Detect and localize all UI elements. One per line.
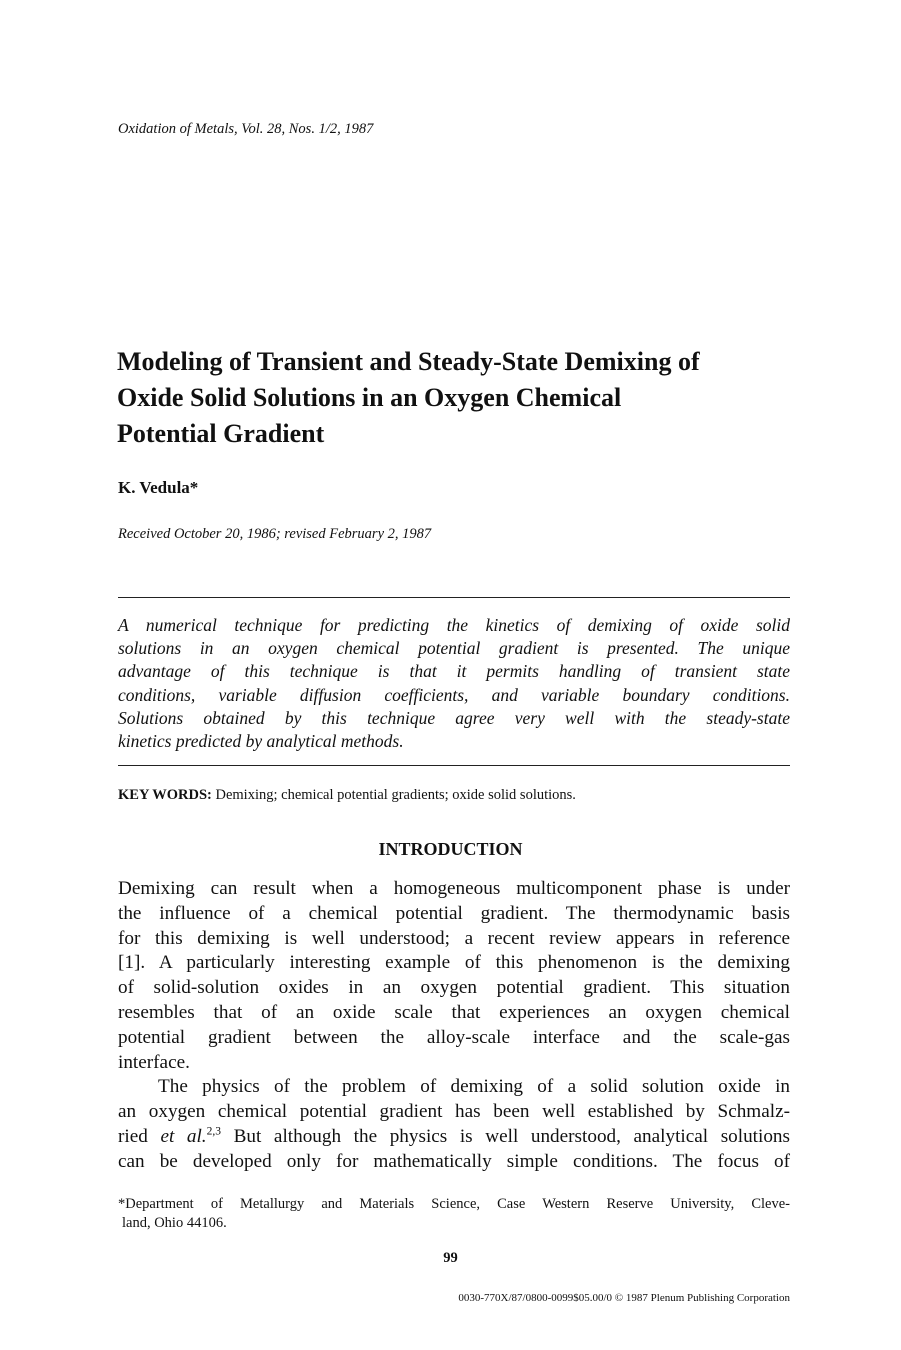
keywords-text: Demixing; chemical potential gradients; oxide solid solutions. xyxy=(215,787,576,803)
abstract-line: advantage of this technique is that it permits handling of transient state xyxy=(118,661,790,682)
abstract-top-rule xyxy=(118,597,790,598)
body-line: The physics of the problem of demixing of a solid solution oxide in xyxy=(158,1076,790,1098)
copyright-line: 0030-770X/87/0800-0099$05.00/0 © 1987 Plenum Publishing Corporation xyxy=(458,1292,790,1304)
abstract-line: kinetics predicted by analytical methods. xyxy=(118,731,404,752)
footnote xyxy=(118,1195,790,1233)
body-line: an oxygen chemical potential gradient has been well established by Schmalz- xyxy=(118,1101,790,1123)
abstract-line: solutions in an oxygen chemical potential gradient is presented. The unique xyxy=(118,638,790,659)
section-heading: INTRODUCTION xyxy=(378,839,523,859)
body-text xyxy=(118,877,790,1175)
body-line: Demixing can result when a homogeneous multicomponent phase is under xyxy=(118,878,790,899)
author-name: K. Vedula* xyxy=(118,478,199,497)
paper-title xyxy=(117,344,817,452)
keywords-label: KEY WORDS: xyxy=(118,787,212,803)
body-line-part: But although the physics is well understood, analytical solutions xyxy=(221,1125,790,1147)
body-line: of solid-solution oxides in an oxygen potential gradient. This situation xyxy=(118,977,790,999)
abstract-line: conditions, variable diffusion coefficients, and variable boundary conditions. xyxy=(118,684,790,705)
page-number: 99 xyxy=(443,1250,458,1266)
title-line: Potential Gradient xyxy=(117,419,325,448)
body-line: can be developed only for mathematically simple conditions. The focus of xyxy=(118,1150,790,1172)
body-line: potential gradient between the alloy-scale interface and the scale-gas xyxy=(118,1026,790,1048)
body-line: resembles that of an oxide scale that experiences an oxygen chemical xyxy=(118,1001,790,1023)
body-line: interface. xyxy=(118,1051,190,1073)
citation-superscript: 2,3 xyxy=(206,1125,222,1138)
body-line: the influence of a chemical potential gradient. The thermodynamic basis xyxy=(118,902,790,924)
et-al-italic: et al. xyxy=(160,1125,207,1147)
footnote-line: *Department of Metallurgy and Materials Science, Case Western Reserve University, Cleve- xyxy=(118,1196,790,1212)
footnote-line: land, Ohio 44106. xyxy=(122,1215,227,1231)
title-line: Oxide Solid Solutions in an Oxygen Chemical xyxy=(117,383,622,412)
abstract-line: Solutions obtained by this technique agree very well with the steady-state xyxy=(118,707,790,728)
body-line-part: ried xyxy=(118,1125,161,1147)
received-dates: Received October 20, 1986; revised February 2, 1987 xyxy=(118,526,432,542)
title-line: Modeling of Transient and Steady-State Demixing of xyxy=(117,347,700,376)
body-line: [1]. A particularly interesting example of this phenomenon is the demixing xyxy=(118,952,790,974)
abstract-line: A numerical technique for predicting the kinetics of demixing of oxide solid xyxy=(118,615,790,635)
abstract-bottom-rule xyxy=(118,765,790,766)
abstract xyxy=(118,614,790,753)
body-line xyxy=(118,1125,790,1150)
keywords xyxy=(118,787,576,804)
journal-citation: Oxidation of Metals, Vol. 28, Nos. 1/2, 1987 xyxy=(118,121,374,137)
body-line: for this demixing is well understood; a recent review appears in reference xyxy=(118,927,790,949)
